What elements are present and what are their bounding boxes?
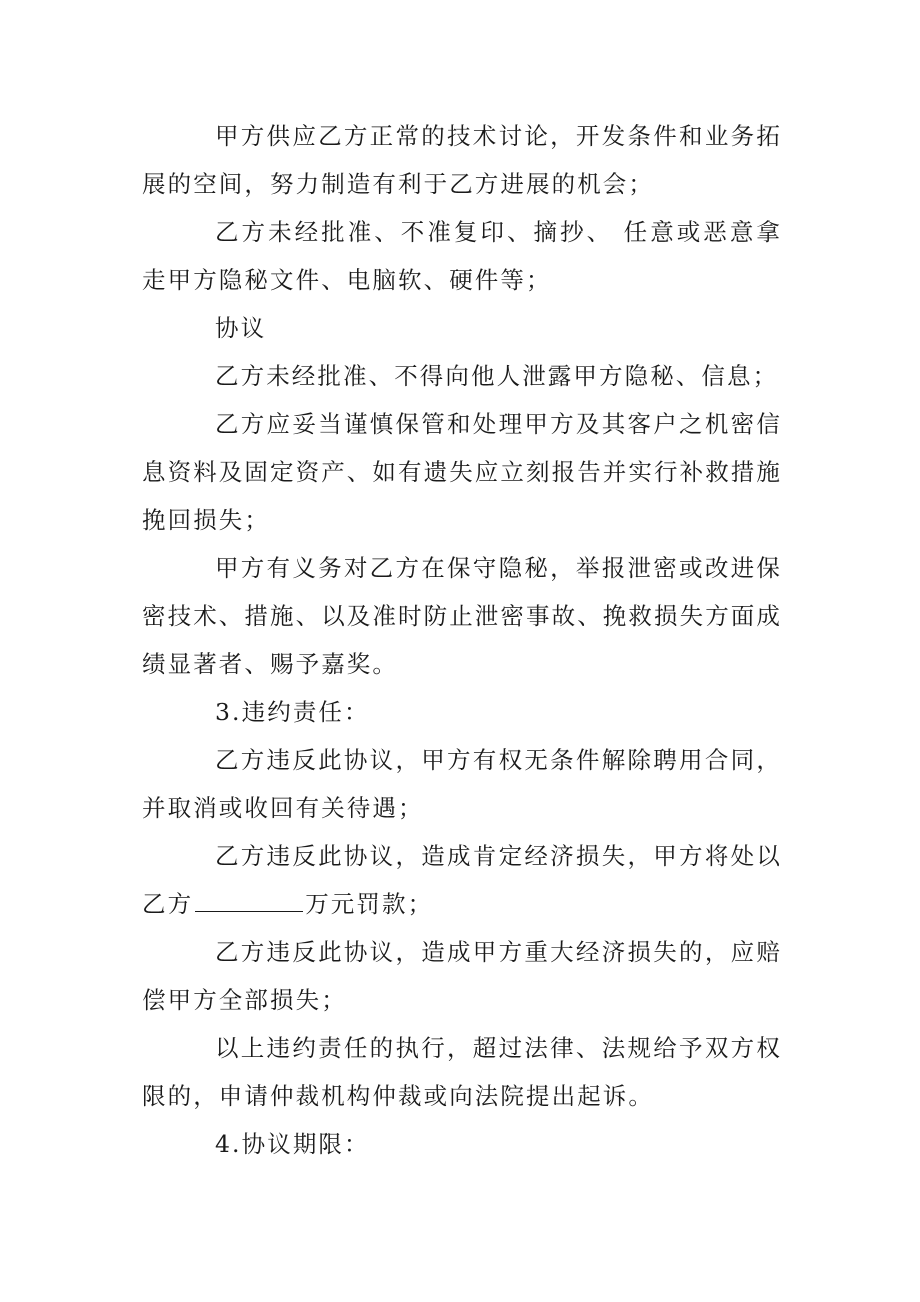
penalty-text-after: 万元罚款； — [305, 890, 434, 918]
section-heading-liability: 3.违约责任： — [215, 698, 370, 726]
penalty-text-before: 乙方违反此协议，造成肯定经济损失，甲方将处以乙方 — [142, 842, 782, 918]
paragraph-arbitration: 以上违约责任的执行，超过法律、法规给予双方权限的，申请仲裁机构仲裁或向法院提出起诉。 — [142, 1034, 782, 1110]
paragraph-penalty — [142, 832, 782, 928]
paragraph-termination: 乙方违反此协议，甲方有权无条件解除聘用合同，并取消或收回有关待遇； — [142, 746, 782, 822]
document-body — [142, 112, 782, 1168]
paragraph-no-copying: 乙方未经批准、不准复印、摘抄、 任意或恶意拿走甲方隐秘文件、电脑软、硬件等； — [142, 218, 782, 294]
paragraph-safekeeping: 乙方应妥当谨慎保管和处理甲方及其客户之机密信息资料及固定资产、如有遗失应立刻报告并实行补救措施挽回损失； — [142, 410, 782, 534]
section-heading-term: 4.协议期限： — [215, 1130, 370, 1158]
paragraph-rewards: 甲方有义务对乙方在保守隐秘，举报泄密或改进保密技术、措施、以及准时防止泄密事故、挽救损失方面成绩显著者、赐予嘉奖。 — [142, 554, 782, 678]
paragraph-compensation: 乙方违反此协议，造成甲方重大经济损失的，应赔偿甲方全部损失； — [142, 938, 782, 1014]
paragraph-no-disclosure: 乙方未经批准、不得向他人泄露甲方隐秘、信息； — [215, 362, 779, 390]
section-heading-agreement: 协议 — [215, 314, 267, 342]
paragraph-research-support: 甲方供应乙方正常的技术讨论，开发条件和业务拓展的空间，努力制造有利于乙方进展的机会； — [142, 122, 782, 198]
penalty-amount-blank — [195, 891, 303, 912]
